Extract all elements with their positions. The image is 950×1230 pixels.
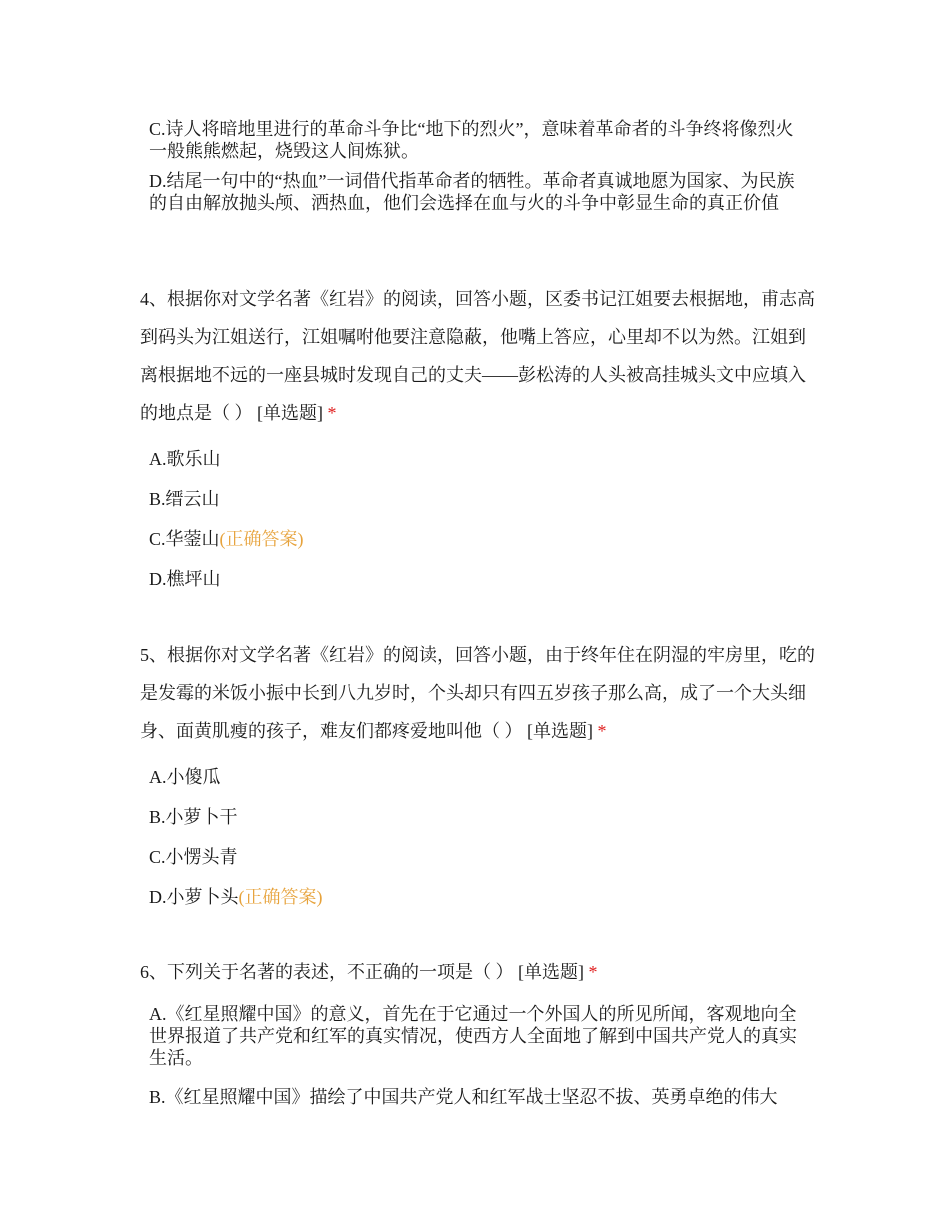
q5-required-mark: * bbox=[597, 721, 607, 741]
q3-option-d bbox=[149, 170, 809, 214]
q4-question-text: 4、根据你对文学名著《红岩》的阅读，回答小题，区委书记江姐要去根据地，甫志高到码头为江姐送行，江姐嘱咐他要注意隐蔽，他嘴上答应，心里却不以为然。江姐到离根据地不远的一座县城时发现自己的丈夫——彭松涛的人头被高挂城头文中应填入的地点是（ ） bbox=[140, 289, 815, 423]
q5-option-b-text: B.小萝卜干 bbox=[149, 807, 238, 827]
q4-option-a bbox=[149, 448, 809, 470]
q4-option-a-text: A.歌乐山 bbox=[149, 449, 221, 469]
q6-question-text: 6、下列关于名著的表述，不正确的一项是（ ） bbox=[140, 962, 514, 982]
q4-option-d-text: D.樵坪山 bbox=[149, 569, 221, 589]
q5-correct-answer-note: (正确答案) bbox=[238, 887, 323, 907]
q4-option-c-text: C.华蓥山 bbox=[149, 529, 220, 549]
q5-option-d bbox=[149, 886, 809, 908]
q4-required-mark: * bbox=[327, 403, 337, 423]
q6-option-b-text: B.《红星照耀中国》描绘了中国共产党人和红军战士坚忍不拔、英勇卓绝的伟大 bbox=[149, 1087, 778, 1107]
q3-option-c bbox=[149, 118, 809, 162]
q3-option-c-text: C.诗人将暗地里进行的革命斗争比“地下的烈火”，意味着革命者的斗争终将像烈火一般熊熊燃起，烧毁这人间炼狱。 bbox=[149, 119, 794, 161]
q5-option-b bbox=[149, 806, 809, 828]
q3-option-d-text: D.结尾一句中的“热血”一词借代指革命者的牺牲。革命者真诚地愿为国家、为民族的自由解放抛头颅、洒热血，他们会选择在血与火的斗争中彰显生命的真正价值 bbox=[149, 171, 795, 213]
q6-required-mark: * bbox=[588, 962, 598, 982]
q4-type-tag: [单选题] bbox=[257, 403, 323, 423]
q5-option-a bbox=[149, 766, 809, 788]
q6-option-a bbox=[149, 1003, 809, 1069]
q5-type-tag: [单选题] bbox=[527, 721, 593, 741]
q6-option-a-text: A.《红星照耀中国》的意义，首先在于它通过一个外国人的所见所闻，客观地向全世界报道了共产党和红军的真实情况，使西方人全面地了解到中国共产党人的真实生活。 bbox=[149, 1004, 797, 1068]
q4-question bbox=[140, 280, 820, 432]
q4-option-b bbox=[149, 488, 809, 510]
q5-option-c-text: C.小愣头青 bbox=[149, 847, 238, 867]
q6-question bbox=[140, 953, 820, 991]
q5-question-text: 5、根据你对文学名著《红岩》的阅读，回答小题，由于终年住在阴湿的牢房里，吃的是发霉的米饭小振中长到八九岁时，个头却只有四五岁孩子那么高，成了一个大头细身、面黄肌瘦的孩子，难友们都疼爱地叫他（ ） bbox=[140, 645, 815, 741]
q4-correct-answer-note: (正确答案) bbox=[219, 529, 304, 549]
q6-option-b bbox=[149, 1086, 809, 1108]
q5-question bbox=[140, 636, 820, 750]
q4-option-b-text: B.缙云山 bbox=[149, 489, 220, 509]
q5-option-d-text: D.小萝卜头 bbox=[149, 887, 239, 907]
q6-type-tag: [单选题] bbox=[518, 962, 584, 982]
q4-option-d bbox=[149, 568, 809, 590]
q5-option-a-text: A.小傻瓜 bbox=[149, 767, 221, 787]
q4-option-c bbox=[149, 528, 809, 550]
q5-option-c bbox=[149, 846, 809, 868]
